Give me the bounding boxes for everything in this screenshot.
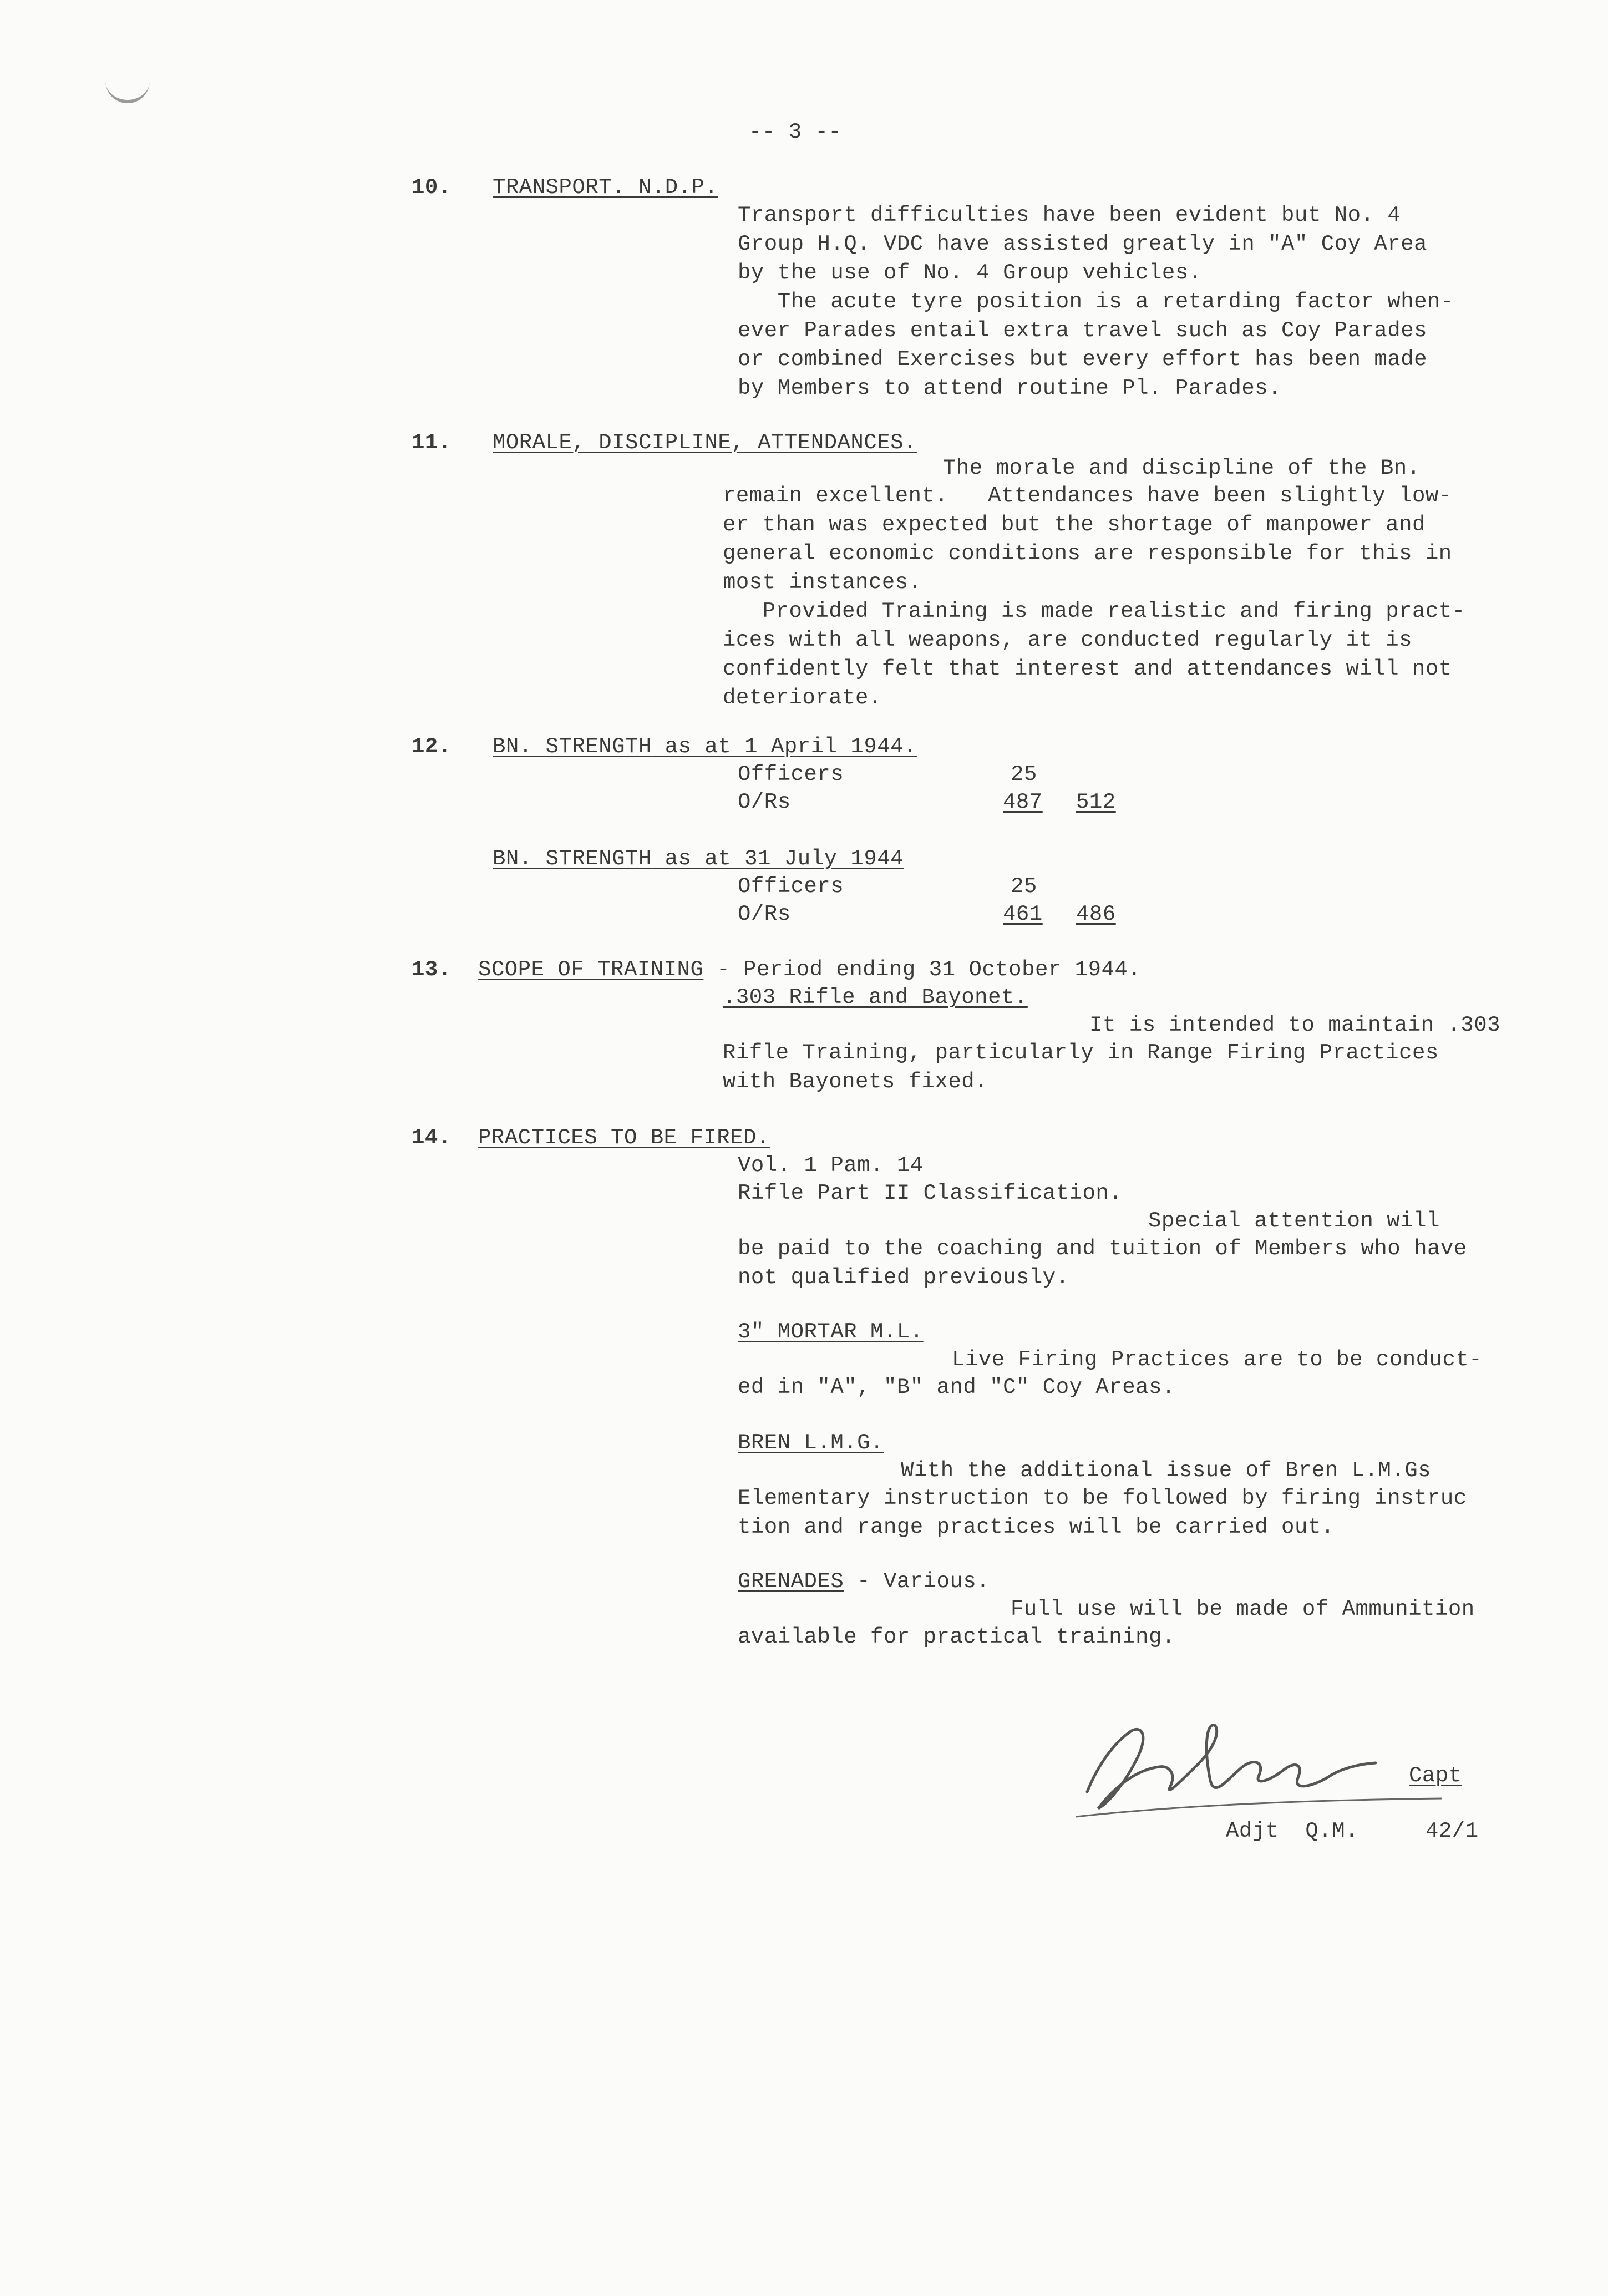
strength-label: BN. STRENGTH [493,734,652,759]
section-11-line: Provided Training is made realistic and firing pract- [723,599,1465,624]
section-11-line: ices with all weapons, are conducted regularly it is [723,628,1412,652]
section-11-line: er than was expected but the shortage of manpower and [723,513,1426,537]
section-13-subheading: .303 Rifle and Bayonet. [723,985,1028,1010]
section-14-heading: PRACTICES TO BE FIRED. [478,1126,770,1150]
signature-title: Adjt Q.M. [1226,1819,1359,1843]
mortar-line: ed in "A", "B" and "C" Coy Areas. [738,1375,1175,1400]
section-13-heading [478,955,1141,984]
section-10-line: The acute tyre position is a retarding factor when- [738,290,1454,314]
section-10-line: Group H.Q. VDC have assisted greatly in "A" Coy Area [738,232,1427,256]
ors-label: O/Rs [738,790,791,814]
rifle-line: be paid to the coaching and tuition of Members who have [738,1236,1467,1261]
officers-label: Officers [738,762,844,787]
section-13-first-line: It is intended to maintain .303 [1089,1013,1501,1037]
rifle-first-line: Special attention will [1148,1209,1440,1233]
section-10-line: ever Parades entail extra travel such as Coy Parades [738,318,1427,343]
section-10-line: Transport difficulties have been evident but No. 4 [738,203,1401,227]
strength-heading-april [493,732,917,761]
section-13-line: Rifle Training, particularly in Range Firing Practices [723,1041,1439,1065]
bren-heading: BREN L.M.G. [738,1431,884,1455]
pamphlet-reference: Vol. 1 Pam. 14 [738,1153,924,1178]
section-11-body [723,481,1465,712]
section-11-line: remain excellent. Attendances have been slightly low- [723,484,1452,508]
strength-total: 486 [1076,902,1116,926]
ors-label: O/Rs [738,902,791,926]
section-12-number: 12. [412,734,452,759]
section-13-number: 13. [412,957,452,982]
rifle-body [738,1234,1467,1292]
section-11-heading: MORALE, DISCIPLINE, ATTENDANCES. [493,430,917,455]
section-11-line: general economic conditions are responsible for this in [723,541,1452,566]
mortar-first-line: Live Firing Practices are to be conduct- [952,1347,1483,1372]
strength-total: 512 [1076,790,1116,814]
section-10-heading: TRANSPORT. N.D.P. [493,175,718,200]
officers-label: Officers [738,874,844,899]
punch-hole-mark [105,67,150,103]
page-number: -- 3 -- [749,120,842,144]
signature-rank: Capt [1409,1763,1462,1788]
ors-count: 461 [1003,902,1043,926]
ors-count: 487 [1003,790,1043,814]
rifle-line: not qualified previously. [738,1265,1069,1290]
section-11-line: deteriorate. [723,686,882,710]
scope-heading: SCOPE OF TRAINING [478,957,704,982]
grenades-heading [738,1567,990,1596]
grenades-label: GRENADES [738,1569,844,1594]
bren-line: Elementary instruction to be followed by firing instruc [738,1486,1467,1511]
rifle-classification: Rifle Part II Classification. [738,1181,1123,1205]
section-11-number: 11. [412,430,452,455]
section-10-line: by Members to attend routine Pl. Parades. [738,376,1282,401]
signature-unit: 42/1 [1426,1819,1479,1843]
section-13-body [723,1038,1439,1096]
officers-count: 25 [1011,762,1037,787]
scope-period: - Period ending 31 October 1944. [703,957,1142,982]
section-10-line: or combined Exercises but every effort has been made [738,347,1427,372]
grenades-line: available for practical training. [738,1625,1175,1649]
section-10-body [738,201,1454,403]
section-11-first-line: The morale and discipline of the Bn. [943,456,1421,480]
strength-date: as at 1 April 1944. [651,734,917,759]
bren-first-line: With the additional issue of Bren L.M.Gs [901,1458,1432,1483]
strength-date: as at 31 July 1944 [651,847,904,871]
section-10-number: 10. [412,175,452,200]
officers-count: 25 [1011,874,1037,899]
bren-line: tion and range practices will be carried out. [738,1515,1335,1539]
bren-body [738,1484,1467,1542]
strength-label: BN. STRENGTH [493,847,652,871]
strength-heading-july [493,844,904,873]
section-14-number: 14. [412,1126,452,1150]
section-10-line: by the use of No. 4 Group vehicles. [738,261,1202,285]
grenades-sub: - Various. [844,1569,990,1594]
section-13-line: with Bayonets fixed. [723,1070,988,1094]
section-11-line: most instances. [723,570,922,595]
grenades-first-line: Full use will be made of Ammunition [1011,1597,1475,1621]
section-11-line: confidently felt that interest and attendances will not [723,657,1452,681]
mortar-heading: 3" MORTAR M.L. [738,1320,924,1344]
